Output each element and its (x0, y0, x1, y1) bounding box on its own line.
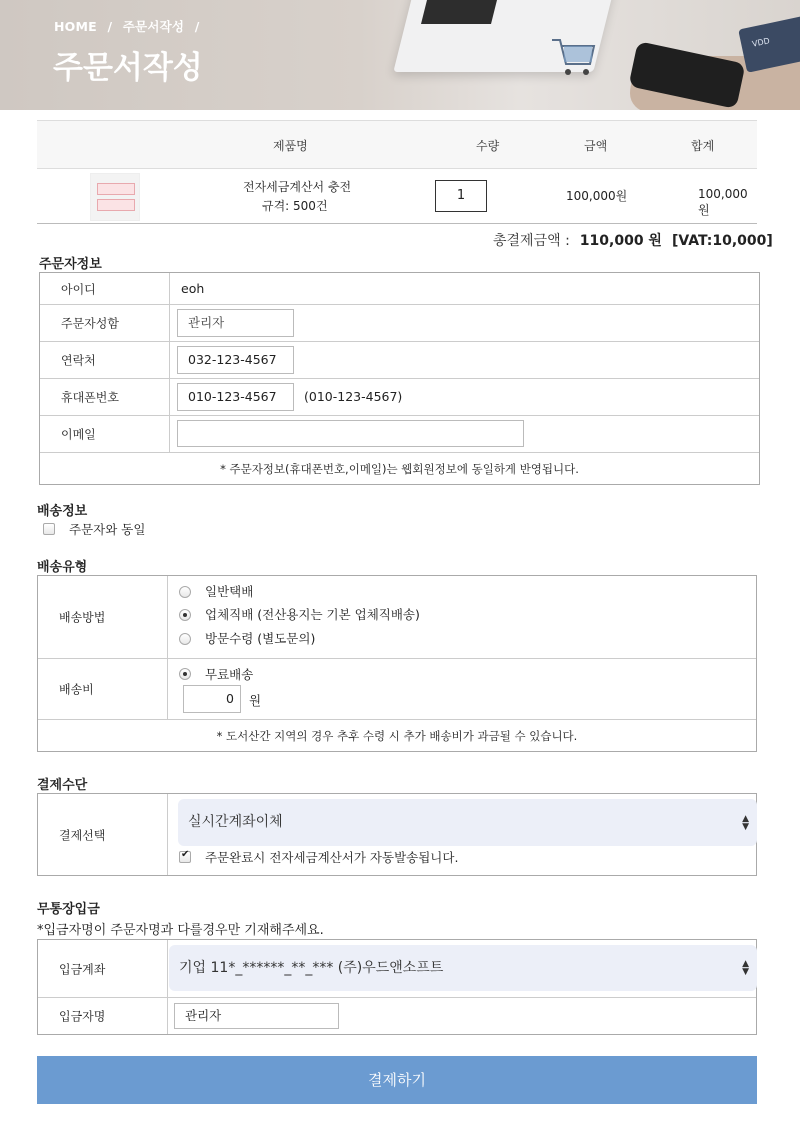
shipping-type-section-title: 배송유형 (37, 560, 88, 575)
orderer-note: * 주문자정보(휴대폰번호,이메일)는 웹회원정보에 동일하게 반영됩니다. (220, 462, 579, 476)
payment-section-title: 결제수단 (37, 778, 88, 793)
shipping-method-standard-label: 일반택배 (205, 584, 254, 599)
breadcrumb-separator: / (107, 19, 113, 34)
product-subtotal: 100,000원 (698, 187, 748, 217)
depositor-name-input[interactable]: 관리자 (174, 1003, 339, 1029)
orderer-mobile-input[interactable]: 010-123-4567 (177, 383, 294, 411)
orderer-id-label: 아이디 (40, 273, 170, 304)
same-as-orderer-checkbox[interactable] (43, 523, 55, 535)
orderer-info-table (39, 272, 760, 485)
shipping-info-section-title: 배송정보 (37, 504, 88, 519)
shipping-method-direct-label: 업체직배 (전산용지는 기본 업체직배송) (205, 607, 420, 622)
select-arrows-icon: ▲ ▼ (742, 813, 749, 832)
payment-table (37, 793, 757, 876)
quantity-input[interactable]: 1 (435, 180, 487, 212)
total-value: 110,000 원 (579, 233, 662, 249)
total-vat: [VAT:10,000] (671, 233, 773, 249)
product-name: 전자세금계산서 충전 (243, 180, 352, 194)
orderer-mobile-row (40, 379, 759, 416)
total-label: 총결제금액 : (493, 233, 570, 249)
orderer-phone-label: 연락처 (40, 342, 170, 378)
orderer-name-input[interactable]: 관리자 (177, 309, 294, 337)
deposit-account-select[interactable] (169, 945, 757, 991)
shipping-method-pickup-label: 방문수령 (별도문의) (205, 631, 316, 646)
deposit-table (37, 939, 757, 1035)
shipping-method-radio-direct[interactable] (179, 609, 191, 621)
shipping-note-row (38, 720, 756, 751)
column-header-quantity: 수량 (476, 139, 500, 153)
shipping-fee-input[interactable]: 0 (183, 685, 241, 713)
shipping-method-radio-standard[interactable] (179, 586, 191, 598)
orderer-id-row (40, 273, 759, 305)
shipping-fee-unit: 원 (249, 693, 262, 708)
shipping-fee-row (38, 659, 756, 720)
deposit-section-title: 무통장입금 (37, 902, 100, 917)
product-spec: 규격: 500건 (262, 199, 328, 213)
payment-method-selected: 실시간계좌이체 (188, 814, 283, 830)
depositor-label: 입금자명 (38, 998, 168, 1034)
header-banner (0, 0, 800, 110)
product-price: 100,000원 (566, 189, 628, 203)
orderer-email-row (40, 416, 759, 453)
pay-button[interactable]: 결제하기 (37, 1056, 757, 1104)
breadcrumb-home[interactable]: HOME (54, 19, 97, 34)
column-header-product: 제품명 (273, 139, 308, 153)
deposit-account-row (38, 940, 756, 998)
orderer-name-row (40, 305, 759, 342)
product-thumbnail (90, 173, 140, 221)
payment-select-row (38, 794, 756, 875)
table-row (37, 169, 757, 224)
shipping-fee-option-label: 무료배송 (205, 667, 254, 682)
shipping-type-table (37, 575, 757, 752)
orderer-phone-row (40, 342, 759, 379)
breadcrumb (54, 17, 205, 35)
laptop-keyboard-illustration (421, 0, 497, 24)
shipping-method-radio-pickup[interactable] (179, 633, 191, 645)
product-table-header (37, 121, 757, 169)
breadcrumb-current[interactable]: 주문서작성 (122, 19, 185, 34)
shipping-fee-label: 배송비 (38, 659, 168, 719)
shipping-note: * 도서산간 지역의 경우 추후 수령 시 추가 배송비가 과금될 수 있습니다. (216, 729, 578, 743)
orderer-name-label: 주문자성함 (40, 305, 170, 341)
deposit-account-selected: 기업 11*_******_**_*** (주)우드앤소프트 (179, 960, 444, 976)
deposit-instruction: *입금자명이 주문자명과 다를경우만 기재해주세요. (37, 923, 324, 938)
column-header-subtotal: 합계 (691, 139, 715, 153)
same-as-orderer-label: 주문자와 동일 (69, 522, 146, 537)
shipping-method-label: 배송방법 (38, 576, 168, 658)
product-table (37, 120, 757, 224)
shipping-fee-radio-free[interactable] (179, 668, 191, 680)
breadcrumb-separator: / (194, 19, 200, 34)
page-title: 주문서작성 (53, 50, 203, 86)
orderer-note-row (40, 453, 759, 484)
auto-invoice-checkbox[interactable] (179, 851, 191, 863)
orderer-email-input[interactable] (177, 420, 524, 447)
orderer-phone-input[interactable]: 032-123-4567 (177, 346, 294, 374)
auto-invoice-label: 주문완료시 전자세금계산서가 자동발송됩니다. (205, 850, 459, 865)
select-arrows-icon: ▲ ▼ (742, 959, 749, 977)
shopping-cart-icon (548, 32, 598, 80)
deposit-account-label: 입금계좌 (38, 940, 168, 997)
credit-card-text: VDD (751, 36, 771, 49)
orderer-email-label: 이메일 (40, 416, 170, 452)
payment-method-select[interactable] (178, 799, 757, 846)
total-amount (493, 230, 773, 250)
orderer-section-title: 주문자정보 (39, 257, 102, 272)
orderer-id-value: eoh (181, 281, 205, 296)
orderer-mobile-display: (010-123-4567) (304, 389, 403, 404)
shipping-method-row (38, 576, 756, 659)
orderer-mobile-label: 휴대폰번호 (40, 379, 170, 415)
depositor-row (38, 998, 756, 1034)
payment-select-label: 결제선택 (38, 794, 168, 875)
column-header-price: 금액 (584, 139, 608, 153)
